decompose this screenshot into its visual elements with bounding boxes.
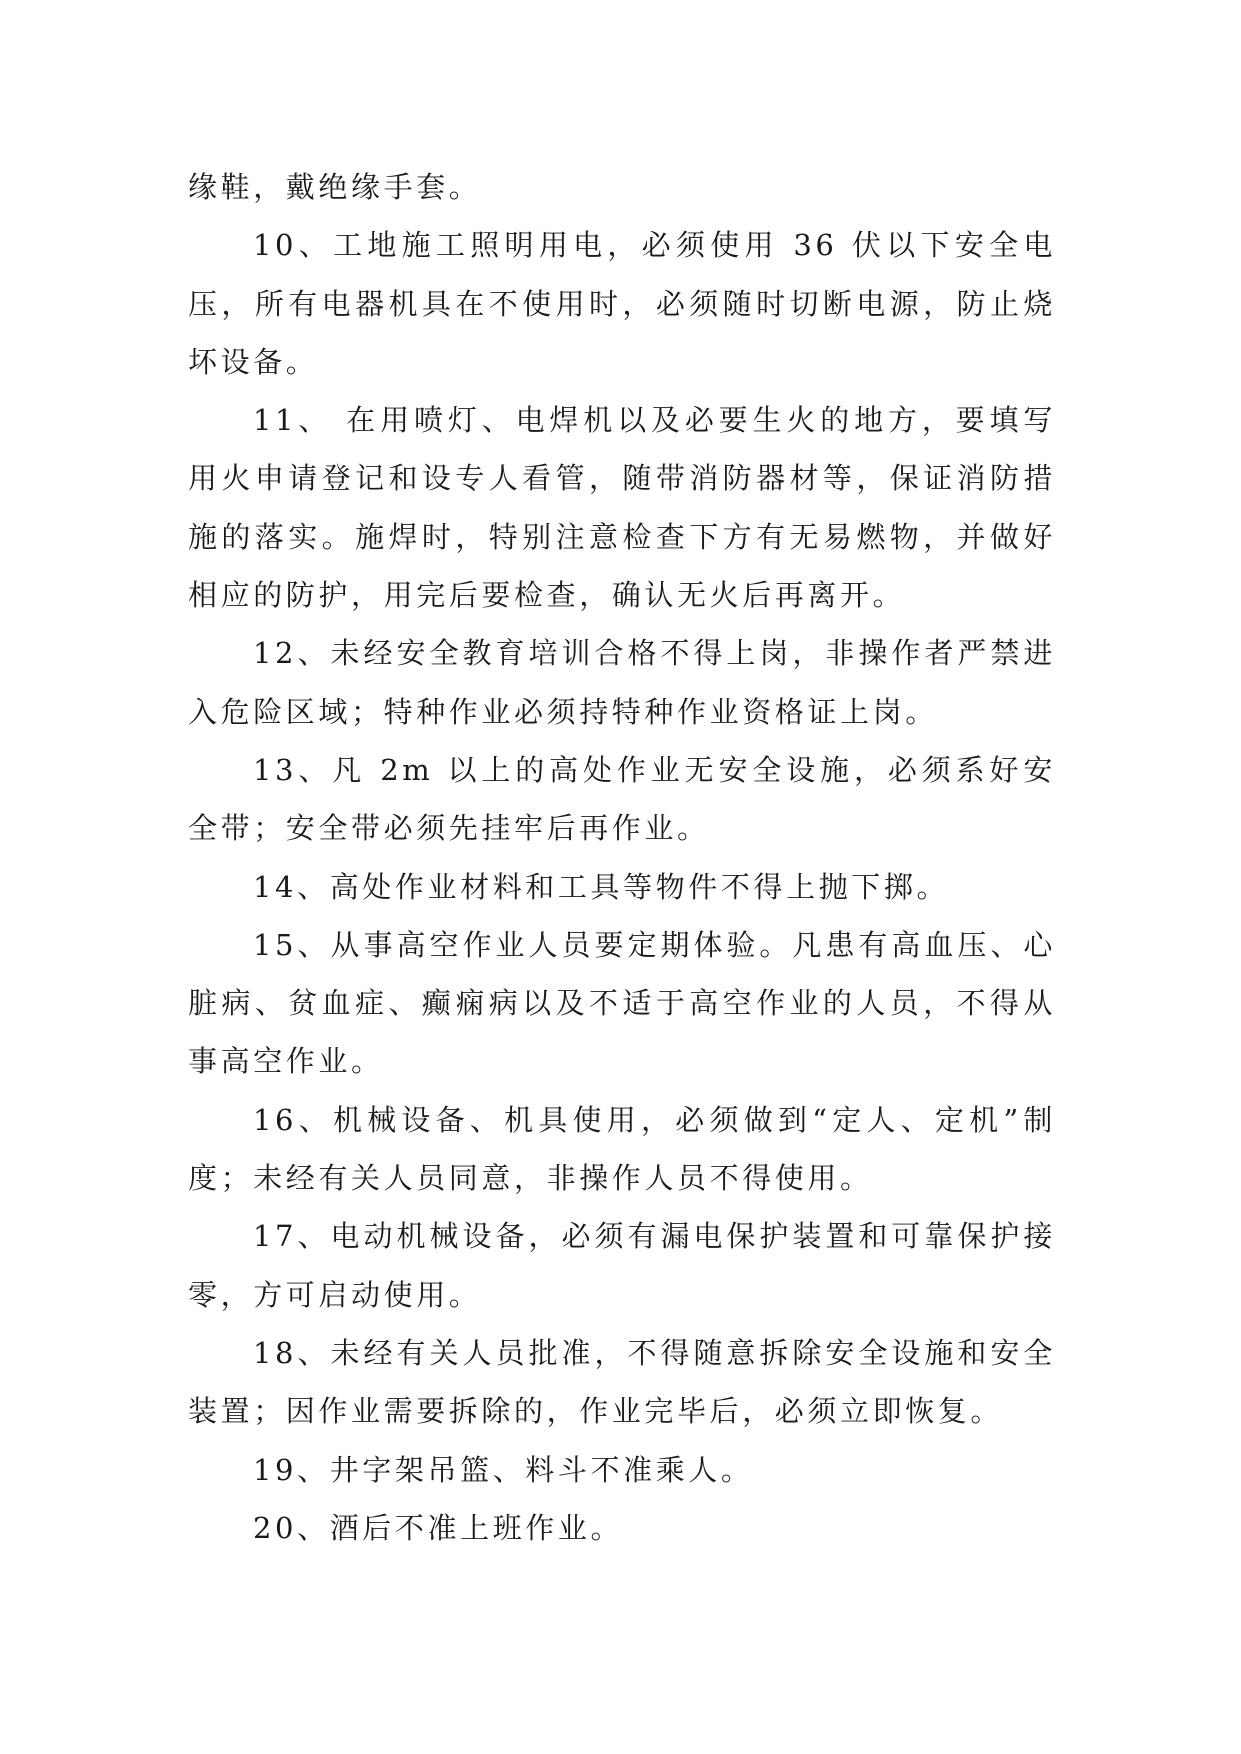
paragraph-item-15: 15、从事高空作业人员要定期体验。凡患有高血压、心脏病、贫血症、癫痫病以及不适于高空作业的人员，不得从事高空作业。 xyxy=(188,927,1056,1079)
paragraph-item-14: 14、高处作业材料和工具等物件不得上抛下掷。 xyxy=(253,869,950,904)
paragraph-item-16: 16、机械设备、机具使用，必须做到“定人、定机”制度；未经有关人员同意，非操作人员不得使用。 xyxy=(188,1102,1056,1196)
paragraph-continued: 缘鞋，戴绝缘手套。 xyxy=(188,170,482,204)
paragraph-item-13: 13、凡 2m 以上的高处作业无安全设施，必须系好安全带；安全带必须先挂牢后再作业。 xyxy=(188,752,1056,846)
paragraph-item-17: 17、电动机械设备，必须有漏电保护装置和可靠保护接零，方可启动使用。 xyxy=(188,1219,1056,1312)
paragraph-item-19: 19、井字架吊篮、料斗不准乘人。 xyxy=(253,1452,754,1487)
paragraph-item-12: 12、未经安全教育培训合格不得上岗，非操作者严禁进入危险区域；特种作业必须持特种作业资格证上岗。 xyxy=(188,636,1056,729)
paragraph-item-20: 20、酒后不准上班作业。 xyxy=(253,1510,624,1545)
paragraph-item-10: 10、工地施工照明用电，必须使用 36 伏以下安全电压，所有电器机具在不使用时，必须随时切断电源，防止烧坏设备。 xyxy=(188,228,1056,379)
document-body xyxy=(188,158,1056,1557)
paragraph-item-18: 18、未经有关人员批准，不得随意拆除安全设施和安全装置；因作业需要拆除的，作业完毕后，必须立即恢复。 xyxy=(188,1335,1056,1429)
paragraph-item-11: 11、 在用喷灯、电焊机以及必要生火的地方，要填写用火申请登记和设专人看管，随带消防器材等，保证消防措施的落实。施焊时，特别注意检查下方有无易燃物，并做好相应的防护，用完后要检查，确认无火后再离开。 xyxy=(188,403,1056,613)
